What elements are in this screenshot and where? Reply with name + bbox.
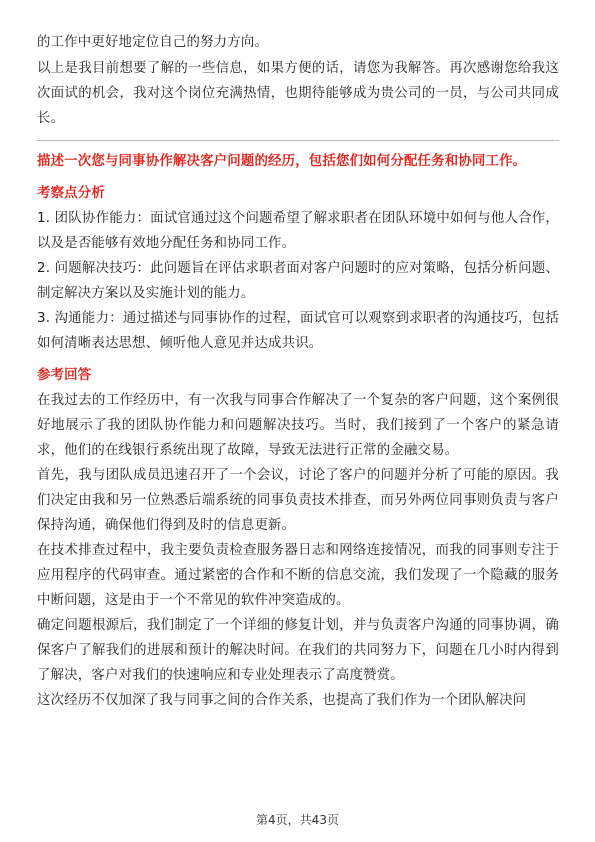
analysis-point: 1. 团队协作能力：面试官通过这个问题希望了解求职者在团队环境中如何与他人合作，以及是否能够有效地分配任务和协同工作。 [37,211,559,251]
analysis-point: 3. 沟通能力：通过描述与同事协作的过程，面试官可以观察到求职者的沟通技巧，包括如何清晰表达思想、倾听他人意见并达成共识。 [37,311,559,351]
answer-paragraph: 首先，我与团队成员迅速召开了一个会议，讨论了客户的问题并分析了可能的原因。我们决定由我和另一位熟悉后端系统的同事负责技术排查，而另外两位同事则负责与客户保持沟通，确保他们得到及时的信息更新。 [37,468,559,533]
section-divider [37,140,559,141]
answer-paragraph: 确定问题根源后，我们制定了一个详细的修复计划，并与负责客户沟通的同事协调，确保客户了解我们的进展和预计的解决时间。在我们的共同努力下，问题在几小时内得到了解决，客户对我们的快速响应和专业处理表示了高度赞赏。 [37,618,559,683]
interview-question: 描述一次您与同事协作解决客户问题的经历，包括您们如何分配任务和协同工作。 [37,154,527,169]
answer-paragraph: 这次经历不仅加深了我与同事之间的合作关系，也提高了我们作为一个团队解决问 [37,693,527,708]
page-number: 第4页，共43页 [256,813,339,827]
intro-line-tail: 的工作中更好地定位自己的努力方向。 [37,35,269,50]
document-page [37,30,559,713]
answer-paragraph: 在我过去的工作经历中，有一次我与同事合作解决了一个复杂的客户问题，这个案例很好地展示了我的团队协作能力和问题解决技巧。当时，我们接到了一个客户的紧急请求，他们的在线银行系统出现了故障，导致无法进行正常的金融交易。 [37,393,559,458]
intro-closing-paragraph: 以上是我目前想要了解的一些信息，如果方便的话，请您为我解答。再次感谢您给我这次面试的机会，我对这个岗位充满热情，也期待能够成为贵公司的一员，与公司共同成长。 [37,61,559,126]
answer-title: 参考回答 [37,368,92,383]
analysis-title: 考察点分析 [37,186,105,201]
answer-paragraph: 在技术排查过程中，我主要负责检查服务器日志和网络连接情况，而我的同事则专注于应用程序的代码审查。通过紧密的合作和不断的信息交流，我们发现了一个隐藏的服务中断问题，这是由于一个不常见的软件冲突造成的。 [37,543,559,608]
analysis-point: 2. 问题解决技巧：此问题旨在评估求职者面对客户问题时的应对策略，包括分析问题、制定解决方案以及实施计划的能力。 [37,261,559,301]
